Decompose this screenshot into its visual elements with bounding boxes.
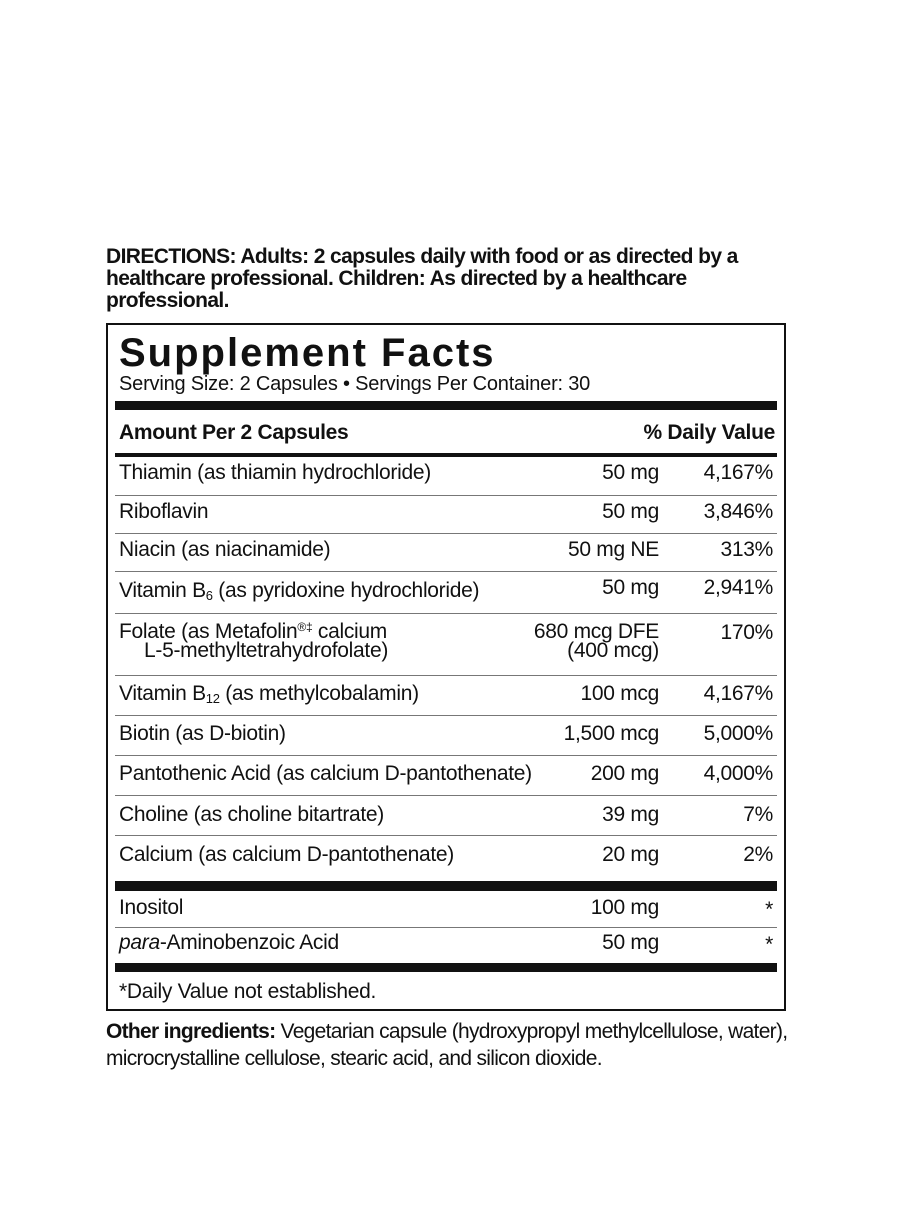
nutrient-name: Choline (as choline bitartrate) [119,803,385,826]
nutrient-amount: 680 mcg DFE (400 mcg) [533,620,659,662]
table-row [115,675,777,716]
other-ingredients-text: Vegetarian capsule (hydroxypropyl methylcellulose, water), microcrystalline cellulose, stearic acid, and silicon dioxide. [106,1020,788,1070]
nutrient-name: Inositol [119,896,184,919]
table-row [115,571,777,614]
nutrient-dv: 3,846% [703,500,773,523]
supplement-facts-panel [106,323,786,1011]
nutrient-amount: 1,500 mcg [563,722,659,745]
nutrient-name: Vitamin $B_6$ (as pyridoxine hydrochloride) [119,579,480,603]
directions-text: DIRECTIONS: Adults: 2 capsules daily with food or as directed by a healthcare professional. Children: As directed by a healthcare professional. [106,245,738,312]
thick-divider [115,401,777,410]
nutrient-amount: 20 mg [602,843,659,866]
nutrient-name: Riboflavin [119,500,209,523]
nutrient-amount: 39 mg [602,803,659,826]
table-row [115,755,777,796]
table-row [115,835,777,878]
nutrient-name: Vitamin $B_{12}$ (as methylcobalamin) [119,682,419,706]
nutrient-dv: 2,941% [703,576,773,599]
table-row [115,495,777,534]
nutrient-name: Niacin (as niacinamide) [119,538,331,561]
nutrient-name: Biotin (as D-biotin) [119,722,286,745]
table-row [115,927,777,962]
nutrient-dv: 5,000% [703,722,773,745]
other-ingredients [106,1018,796,1072]
footnote: *Daily Value not established. [119,980,377,1003]
nutrient-name: Pantothenic Acid (as calcium D-pantothenate) [119,762,532,785]
nutrient-amount: 100 mg [590,896,659,919]
nutrient-name: Folate (as Metafolin®‡ calcium L-5-methyltetrahydrofolate) [119,620,389,662]
nutrient-name: Thiamin (as thiamin hydrochloride) [119,461,431,484]
other-ingredients-label: Other ingredients: [106,1020,276,1043]
nutrient-amount: 200 mg [590,762,659,785]
thick-divider [115,881,777,891]
table-row [115,533,777,572]
nutrient-name: Calcium (as calcium D-pantothenate) [119,843,454,866]
nutrient-dv: 7% [743,803,773,826]
thick-divider [115,963,777,972]
table-row [115,891,777,927]
nutrient-dv: 313% [720,538,773,561]
table-row [115,715,777,756]
nutrient-amount: 50 mg [602,576,659,599]
nutrient-dv: 170% [720,621,773,644]
nutrient-name: para-Aminobenzoic Acid [119,931,339,954]
nutrient-dv: * [765,933,773,956]
nutrient-dv: 4,167% [703,682,773,705]
nutrient-amount: 50 mg [602,500,659,523]
header-daily-value: % Daily Value [643,421,775,444]
facts-title: Supplement Facts [119,331,496,375]
table-row [115,613,777,676]
nutrient-amount: 50 mg [602,931,659,954]
table-row [115,795,777,836]
nutrient-dv: 4,000% [703,762,773,785]
table-row [115,457,777,495]
header-amount: Amount Per 2 Capsules [119,421,349,444]
nutrient-dv: 4,167% [703,461,773,484]
nutrient-amount: 100 mcg [580,682,659,705]
nutrient-dv: 2% [743,843,773,866]
nutrient-dv: * [765,898,773,921]
nutrient-amount: 50 mg [602,461,659,484]
facts-header-row [119,421,775,451]
serving-info: Serving Size: 2 Capsules • Servings Per Container: 30 [119,373,591,395]
nutrient-amount: 50 mg NE [568,538,659,561]
